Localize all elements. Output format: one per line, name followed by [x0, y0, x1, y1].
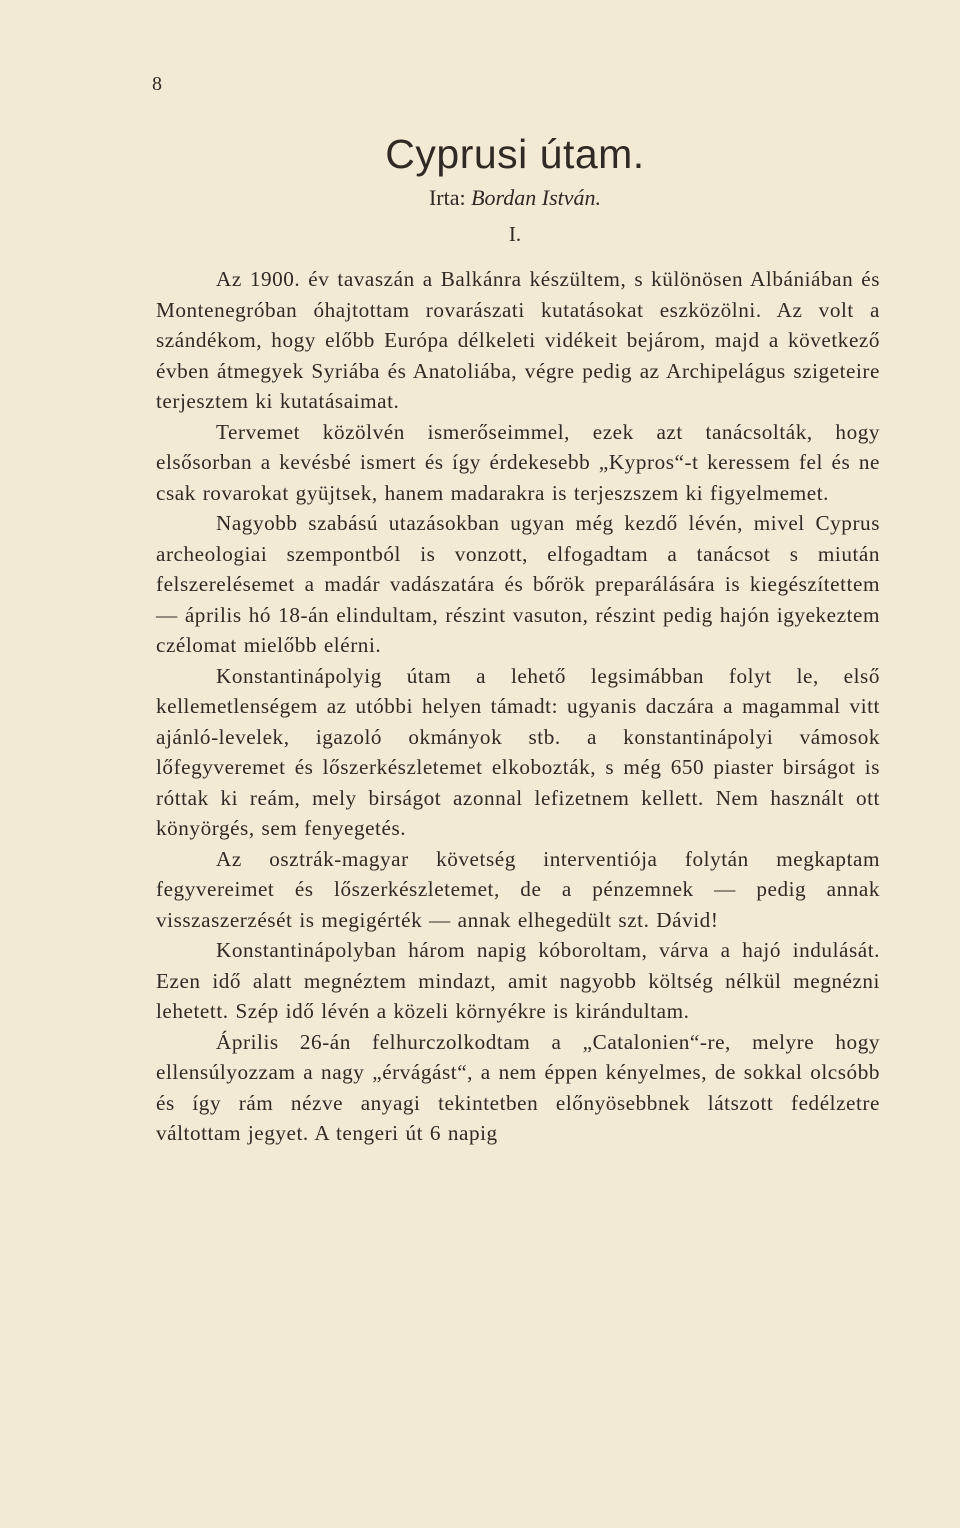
byline	[0, 184, 960, 212]
article-body	[156, 264, 880, 1149]
paragraph: Nagyobb szabású utazásokban ugyan még kezdő lévén, mivel Cyprus archeologiai szempontból is vonzott, elfogadtam a tanácsot s miután felszerelésemet a madár vadászatára és bőrök preparálására is kiegészítettem — április hó 18-án elindultam, részint vasuton, részint pedig hajón igyekeztem czélomat mielőbb elérni.	[156, 511, 880, 657]
page-number: 8	[152, 73, 162, 95]
paragraph: Április 26-án felhurczolkodtam a „Catalonien“-re, melyre hogy ellensúlyozzam a nagy „érvágást“, a nem éppen kényelmes, de sokkal olcsóbb és így rám nézve anyagi tekintetben előnyösebbnek látszott fedélzetre váltottam jegyet. A tengeri út 6 napig	[156, 1029, 880, 1145]
paragraph: Tervemet közölvén ismerőseimmel, ezek azt tanácsolták, hogy elsősorban a kevésbé ismert és így érdekesebb „Kypros“-t keressem fel és ne csak rovarokat gyüjtsek, hanem madarakra is terjeszszem ki figyelmemet.	[156, 419, 880, 505]
section-numeral: I.	[508, 222, 522, 246]
paragraph: Konstantinápolyig útam a lehető legsimábban folyt le, első kellemetlenségem az utóbbi helyen támadt: ugyanis daczára a magammal vitt ajánló-levelek, igazoló okmányok stb. a konstantinápolyi vámosok lőfegyveremet és lőszerkészletemet elkobozták, s még 650 piaster birságot is róttak ki reám, mely birságot azonnal lefizetnem kellett. Nem használt ott könyörgés, sem fenyegetés.	[156, 663, 880, 840]
paragraph: Az osztrák-magyar követség interventiója folytán megkaptam fegyvereimet és lőszerkészletemet, de a pénzemnek — pedig annak visszaszerzését is megigérték — annak elhegedült szt. Dávid!	[156, 846, 880, 932]
byline-prefix: Irta:	[428, 185, 466, 210]
paragraph: Konstantinápolyban három napig kóboroltam, várva a hajó indulását. Ezen idő alatt megnéztem mindazt, amit nagyobb költség nélkül megnézni lehetett. Szép idő lévén a közeli környékre is kirándultam.	[156, 938, 880, 1023]
author-name: Bordan István.	[471, 185, 602, 210]
paragraph: Az 1900. év tavaszán a Balkánra készültem, s különösen Albániában és Montenegróban óhajtottam rovarászati kutatásokat eszközölni. Az volt a szándékom, hogy előbb Európa délkeleti vidékeit bejárom, majd a következő évben átmegyek Syriába és Anatoliába, végre pedig az Archipelágus szigeteire terjesztem ki kutatásaimat.	[156, 267, 880, 413]
article-title: Cyprusi útam.	[385, 131, 645, 177]
